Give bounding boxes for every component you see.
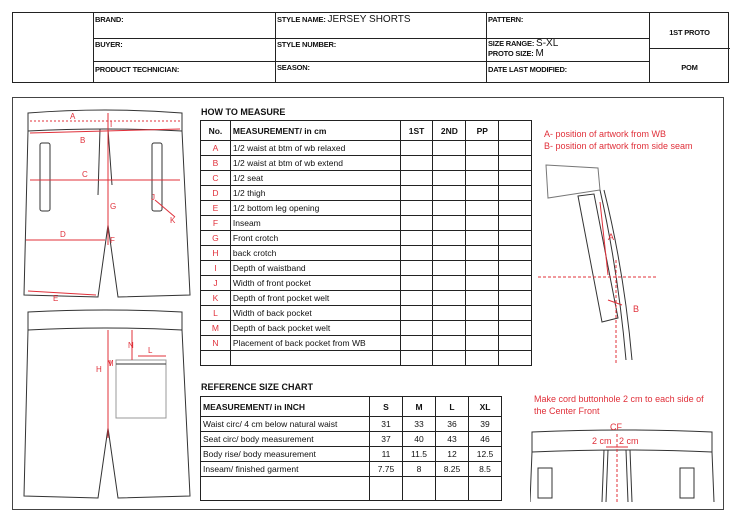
measure-value-cell[interactable]	[499, 246, 532, 261]
size-column-header: S	[370, 397, 403, 417]
size-column-header: M	[403, 397, 436, 417]
label-m: M	[107, 359, 114, 368]
label-d: D	[60, 230, 66, 239]
measure-code: H	[201, 246, 231, 261]
measure-value-cell[interactable]	[433, 141, 466, 156]
empty-cell[interactable]	[370, 477, 403, 501]
measure-value-cell[interactable]	[433, 336, 466, 351]
table-row	[201, 432, 502, 447]
measure-code: J	[201, 276, 231, 291]
measure-value-cell[interactable]	[433, 216, 466, 231]
proto-size-value: M	[535, 48, 544, 59]
measure-code: E	[201, 201, 231, 216]
table-row	[201, 246, 532, 261]
measure-value-cell[interactable]	[400, 246, 433, 261]
measure-value-cell[interactable]	[400, 156, 433, 171]
empty-cell[interactable]	[436, 477, 469, 501]
column-header: 1ST	[400, 121, 433, 141]
measure-code: A	[201, 141, 231, 156]
measure-value-cell[interactable]	[466, 216, 499, 231]
table-row	[201, 141, 532, 156]
how-to-measure-title: HOW TO MEASURE	[201, 107, 286, 117]
size-measurement-label: Waist circ/ 4 cm below natural waist	[201, 417, 370, 432]
measure-value-cell[interactable]	[466, 186, 499, 201]
note-artwork-b: B- position of artwork from side seam	[544, 141, 693, 151]
measure-value-cell[interactable]	[499, 261, 532, 276]
column-header: 2ND	[433, 121, 466, 141]
table-row	[201, 216, 532, 231]
empty-cell[interactable]	[499, 351, 532, 366]
size-value: 46	[469, 432, 502, 447]
label-i: I	[110, 120, 113, 129]
measure-code: C	[201, 171, 231, 186]
label-e: E	[53, 294, 59, 303]
pattern-label: PATTERN:	[488, 15, 524, 24]
size-chart-table	[200, 396, 502, 501]
brand-label: BRAND:	[95, 15, 124, 24]
column-header: PP	[466, 121, 499, 141]
label-c: C	[82, 170, 88, 179]
measure-code: N	[201, 336, 231, 351]
size-value: 8.25	[436, 462, 469, 477]
empty-cell[interactable]	[201, 351, 231, 366]
back-shorts-sketch	[20, 308, 195, 503]
cm-right-label: 2 cm	[619, 436, 639, 446]
measure-value-cell[interactable]	[499, 186, 532, 201]
measure-value-cell[interactable]	[466, 201, 499, 216]
table-row	[201, 231, 532, 246]
date-modified-label: DATE LAST MODIFIED:	[488, 65, 567, 74]
measure-code: L	[201, 306, 231, 321]
column-header	[499, 121, 532, 141]
empty-cell[interactable]	[201, 477, 370, 501]
measure-value-cell[interactable]	[400, 141, 433, 156]
measure-code: F	[201, 216, 231, 231]
size-value: 7.75	[370, 462, 403, 477]
product-technician-label: PRODUCT TECHNICIAN:	[95, 65, 180, 74]
measure-code: B	[201, 156, 231, 171]
side-label-b: B	[633, 304, 640, 314]
size-column-header: L	[436, 397, 469, 417]
measure-value-cell[interactable]	[433, 306, 466, 321]
empty-cell[interactable]	[400, 351, 433, 366]
measure-value-cell[interactable]	[400, 216, 433, 231]
empty-cell[interactable]	[469, 477, 502, 501]
spec-header	[12, 12, 729, 83]
table-row-empty	[201, 351, 532, 366]
size-value: 36	[436, 417, 469, 432]
measure-value-cell[interactable]	[466, 231, 499, 246]
size-range-value: S-XL	[536, 38, 559, 49]
label-h: H	[96, 365, 102, 374]
measure-description: 1/2 waist at btm of wb extend	[230, 156, 400, 171]
empty-cell[interactable]	[230, 351, 400, 366]
measure-value-cell[interactable]	[433, 201, 466, 216]
table-row	[201, 261, 532, 276]
measure-description: Width of front pocket	[230, 276, 400, 291]
size-value: 11	[370, 447, 403, 462]
table-row	[201, 462, 502, 477]
measure-value-cell[interactable]	[499, 141, 532, 156]
proto-size-label: PROTO SIZE:	[488, 49, 534, 58]
style-number-label: STYLE NUMBER:	[277, 40, 337, 49]
measure-value-cell[interactable]	[400, 201, 433, 216]
column-header: No.	[201, 121, 231, 141]
table-row	[201, 336, 532, 351]
measure-value-cell[interactable]	[466, 141, 499, 156]
measure-code: I	[201, 261, 231, 276]
measure-value-cell[interactable]	[499, 336, 532, 351]
measure-description: 1/2 waist at btm of wb relaxed	[230, 141, 400, 156]
stage-label: 1ST PROTO	[669, 28, 710, 37]
table-row	[201, 171, 532, 186]
note-buttonhole: Make cord buttonhole 2 cm to each side of the Center Front	[534, 394, 704, 416]
measure-value-cell[interactable]	[466, 171, 499, 186]
measure-value-cell[interactable]	[400, 171, 433, 186]
table-row	[201, 186, 532, 201]
measure-value-cell[interactable]	[499, 276, 532, 291]
measure-description: 1/2 seat	[230, 171, 400, 186]
table-row	[201, 447, 502, 462]
measure-value-cell[interactable]	[433, 291, 466, 306]
table-row	[201, 417, 502, 432]
measure-value-cell[interactable]	[499, 321, 532, 336]
measure-description: Inseam	[230, 216, 400, 231]
label-g: G	[110, 202, 117, 211]
size-value: 39	[469, 417, 502, 432]
how-to-measure-table	[200, 120, 532, 366]
measure-value-cell[interactable]	[433, 156, 466, 171]
size-value: 33	[403, 417, 436, 432]
label-j: J	[151, 193, 155, 202]
style-name-value: JERSEY SHORTS	[327, 14, 411, 25]
measure-value-cell[interactable]	[400, 336, 433, 351]
measure-description: back crotch	[230, 246, 400, 261]
note-artwork-a: A- position of artwork from WB	[544, 129, 667, 139]
measure-value-cell[interactable]	[466, 321, 499, 336]
measure-value-cell[interactable]	[433, 276, 466, 291]
measure-description: Placement of back pocket from WB	[230, 336, 400, 351]
measure-value-cell[interactable]	[433, 321, 466, 336]
side-label-a: A	[608, 232, 615, 242]
table-row	[201, 291, 532, 306]
measure-value-cell[interactable]	[433, 261, 466, 276]
size-value: 43	[436, 432, 469, 447]
table-row	[201, 306, 532, 321]
label-l: L	[148, 346, 153, 355]
measure-value-cell[interactable]	[499, 201, 532, 216]
size-value: 8.5	[469, 462, 502, 477]
measure-code: D	[201, 186, 231, 201]
measure-value-cell[interactable]	[466, 306, 499, 321]
style-name-label: STYLE NAME:	[277, 15, 326, 24]
measure-description: Depth of waistband	[230, 261, 400, 276]
measure-value-cell[interactable]	[499, 156, 532, 171]
label-f: F	[110, 236, 115, 245]
measure-value-cell[interactable]	[499, 216, 532, 231]
measure-value-cell[interactable]	[466, 246, 499, 261]
measure-value-cell[interactable]	[466, 276, 499, 291]
measure-value-cell[interactable]	[433, 171, 466, 186]
measure-description: Width of back pocket	[230, 306, 400, 321]
measure-value-cell[interactable]	[499, 171, 532, 186]
measure-value-cell[interactable]	[400, 276, 433, 291]
table-row	[201, 201, 532, 216]
size-value: 40	[403, 432, 436, 447]
season-label: SEASON:	[277, 63, 310, 72]
size-measurement-label: Seat circ/ body measurement	[201, 432, 370, 447]
empty-cell[interactable]	[433, 351, 466, 366]
empty-cell[interactable]	[466, 351, 499, 366]
front-shorts-sketch	[20, 105, 195, 305]
size-column-header: MEASUREMENT/ in INCH	[201, 397, 370, 417]
measure-code: K	[201, 291, 231, 306]
size-range-label: SIZE RANGE:	[488, 39, 535, 48]
measure-value-cell[interactable]	[466, 291, 499, 306]
measure-value-cell[interactable]	[466, 336, 499, 351]
buyer-label: BUYER:	[95, 40, 123, 49]
cord-buttonhole-sketch	[530, 420, 720, 502]
measure-code: G	[201, 231, 231, 246]
measure-description: 1/2 bottom leg opening	[230, 201, 400, 216]
size-value: 12	[436, 447, 469, 462]
label-a: A	[70, 112, 76, 121]
size-value: 37	[370, 432, 403, 447]
measure-value-cell[interactable]	[499, 306, 532, 321]
size-column-header: XL	[469, 397, 502, 417]
label-k: K	[170, 216, 176, 225]
measure-value-cell[interactable]	[400, 231, 433, 246]
measure-value-cell[interactable]	[400, 291, 433, 306]
cf-label: CF	[610, 422, 622, 432]
size-measurement-label: Inseam/ finished garment	[201, 462, 370, 477]
measure-value-cell[interactable]	[433, 186, 466, 201]
cm-left-label: 2 cm	[592, 436, 612, 446]
measure-code: M	[201, 321, 231, 336]
size-value: 31	[370, 417, 403, 432]
measure-value-cell[interactable]	[499, 291, 532, 306]
table-row-empty	[201, 477, 502, 501]
measure-description: Depth of front pocket welt	[230, 291, 400, 306]
measure-value-cell[interactable]	[433, 231, 466, 246]
table-row	[201, 156, 532, 171]
size-measurement-label: Body rise/ body measurement	[201, 447, 370, 462]
measure-value-cell[interactable]	[400, 261, 433, 276]
pom-label: POM	[681, 63, 698, 72]
label-b: B	[80, 136, 86, 145]
size-value: 8	[403, 462, 436, 477]
measure-value-cell[interactable]	[499, 231, 532, 246]
empty-cell[interactable]	[403, 477, 436, 501]
table-row	[201, 321, 532, 336]
size-chart-title: REFERENCE SIZE CHART	[201, 382, 314, 392]
label-n: N	[128, 341, 134, 350]
measure-description: Depth of back pocket welt	[230, 321, 400, 336]
measure-value-cell[interactable]	[466, 156, 499, 171]
size-value: 11.5	[403, 447, 436, 462]
measure-value-cell[interactable]	[433, 246, 466, 261]
column-header: MEASUREMENT/ in cm	[230, 121, 400, 141]
side-artwork-sketch	[538, 160, 668, 370]
measure-value-cell[interactable]	[400, 321, 433, 336]
measure-description: 1/2 thigh	[230, 186, 400, 201]
size-value: 12.5	[469, 447, 502, 462]
measure-value-cell[interactable]	[400, 186, 433, 201]
measure-value-cell[interactable]	[400, 306, 433, 321]
measure-value-cell[interactable]	[466, 261, 499, 276]
measure-description: Front crotch	[230, 231, 400, 246]
table-row	[201, 276, 532, 291]
